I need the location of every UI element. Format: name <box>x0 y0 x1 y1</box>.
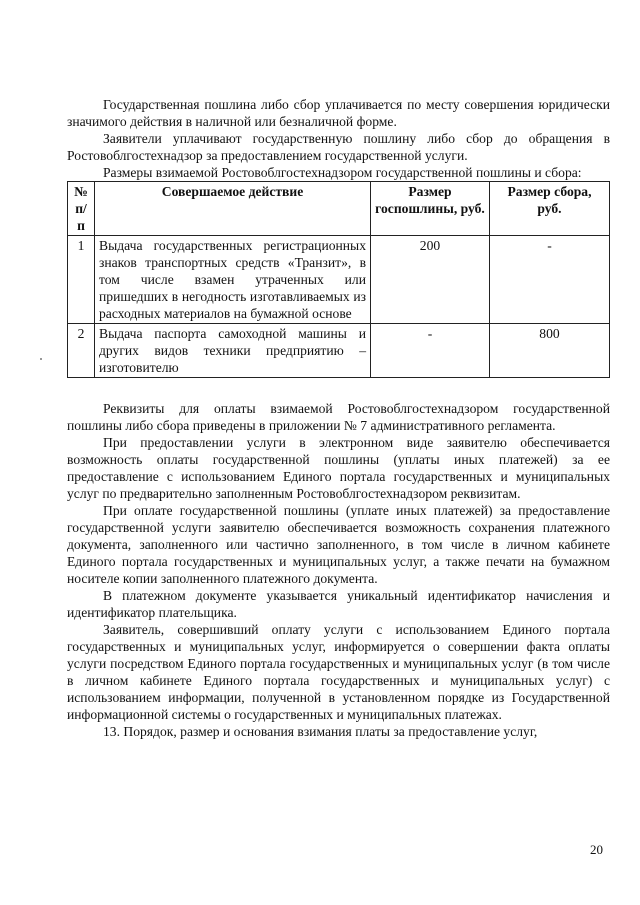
paragraph: Размеры взимаемой Ростовоблгостехнадзором государственной пошлины и сбора: <box>103 165 582 180</box>
row-fee: - <box>490 236 610 324</box>
paragraph: Заявители уплачивают государственную пошлину либо сбор до обращения в Ростовоблгостехнадзор за предоставлением государственной услуги. <box>67 131 610 163</box>
paragraphs-after-table <box>67 400 610 740</box>
paragraph: 13. Порядок, размер и основания взимания платы за предоставление услуг, <box>103 724 538 739</box>
paragraph: При предоставлении услуги в электронном виде заявителю обеспечивается возможность оплаты государственной пошлины (уплаты иных платежей) за ее предоставление с использованием Единого портала государственных и муниципальных услуг по предварительно заполненным Ростовоблгостехнадзором реквизитам. <box>67 435 610 501</box>
table-row <box>68 236 610 324</box>
paragraph: Заявитель, совершивший оплату услуги с использованием Единого портала государственных и муниципальных услуг, информируется о совершении факта оплаты услуги посредством Единого портала государственных и муниципальных услуг (в том числе в личном кабинете Единого портала государственных и муниципальных услуг) с использованием информации, полученной в установленном порядке из Государственной информационной системы о государственных и муниципальных платежах. <box>67 622 610 722</box>
header-num: № п/п <box>68 182 95 236</box>
header-duty: Размер госпошлины, руб. <box>371 182 490 236</box>
table-row <box>68 324 610 378</box>
row-action: Выдача государственных регистрационных знаков транспортных средств «Транзит», в том числе взамен утраченных или пришедших в негодность изготавливаемых из расходных материалов на бумажной основе <box>95 236 371 324</box>
page-content <box>67 96 610 740</box>
row-duty: 200 <box>371 236 490 324</box>
fees-table <box>67 181 610 378</box>
header-fee: Размер сбора, руб. <box>490 182 610 236</box>
row-num: 1 <box>68 236 95 324</box>
page-number: 20 <box>590 842 603 857</box>
paragraph: Государственная пошлина либо сбор уплачивается по месту совершения юридически значимого действия в наличной или безналичной форме. <box>67 97 610 129</box>
header-action: Совершаемое действие <box>95 182 371 236</box>
row-num: 2 <box>68 324 95 378</box>
paragraph: При оплате государственной пошлины (уплате иных платежей) за предоставление государственной услуги заявителю обеспечивается возможность сохранения платежного документа, заполненного или частично заполненного, в том числе в личном кабинете Единого портала государственных и муниципальных услуг, а также печати на бумажном носителе копии заполненного платежного документа. <box>67 503 610 586</box>
paragraph: Реквизиты для оплаты взимаемой Ростовоблгостехнадзором государственной пошлины либо сбора приведены в приложении № 7 административного регламента. <box>67 401 610 433</box>
scan-speck <box>40 358 42 360</box>
row-duty: - <box>371 324 490 378</box>
row-action: Выдача паспорта самоходной машины и других видов техники предприятию – изготовителю <box>95 324 371 378</box>
table-header-row <box>68 182 610 236</box>
row-fee: 800 <box>490 324 610 378</box>
paragraph: В платежном документе указывается уникальный идентификатор начисления и идентификатор плательщика. <box>67 588 610 620</box>
